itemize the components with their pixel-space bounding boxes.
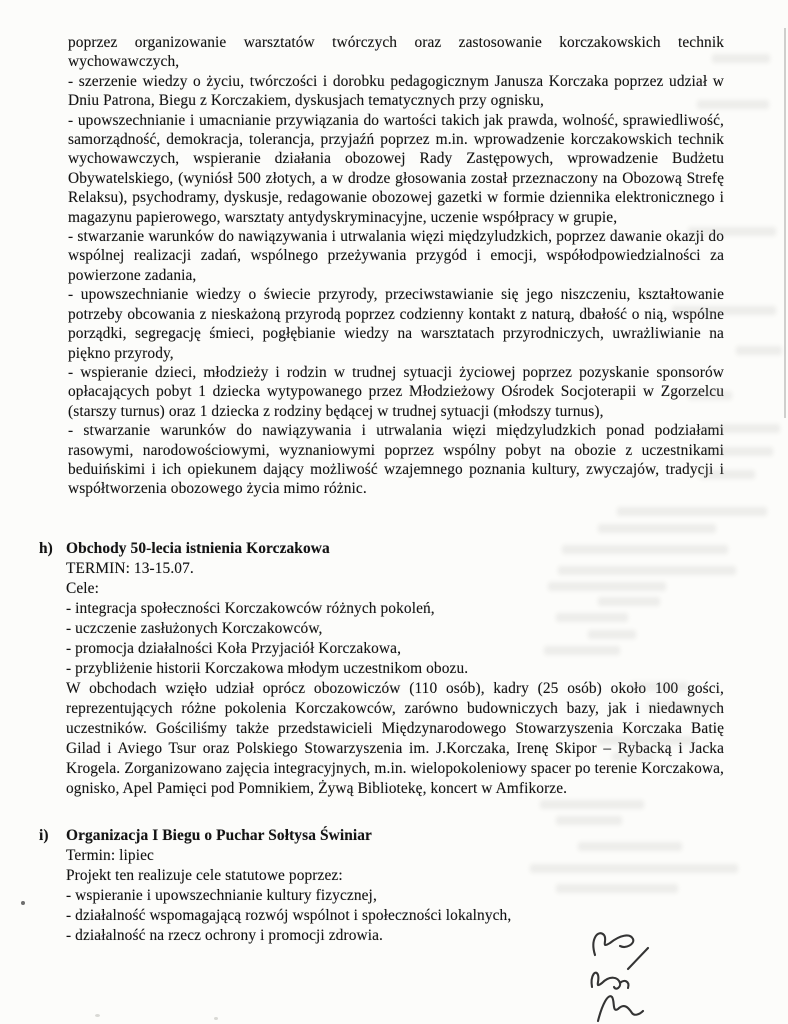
statute-item: - działalność na rzecz ochrony i promocji zdrowia. (66, 927, 383, 944)
bleedthrough-smudge (699, 470, 755, 479)
section-h-label: h) (39, 540, 53, 557)
bleedthrough-smudge (588, 630, 636, 639)
bleedthrough-smudge (578, 842, 682, 851)
section-i-label: i) (39, 827, 49, 844)
bleedthrough-smudge (630, 682, 688, 691)
paragraph: - szerzenie wiedzy o życiu, twórczości i dorobku pedagogicznym Janusza Korczaka poprzez udział w Dniu Patrona, Biegu z Korczakiem, dyskusjach tematycznych przy ognisku, (68, 72, 724, 110)
goal-item: - promocja działalności Koła Przyjaciół Korczakowa, (66, 640, 402, 657)
bleedthrough-smudge (672, 306, 776, 315)
paragraph: - stwarzanie warunków do nawiązywania i utrwalania więzi międzyludzkich, poprzez dawanie okazji do wspólnej realizacji zadań, wspólnego przeżywania przygód i emocji, współodpowiedzialności za powierzone zadania, (68, 228, 724, 284)
section-i-intro: Projekt ten realizuje cele statutowe poprzez: (66, 867, 343, 884)
goal-item: - uczczenie zasłużonych Korczakowców, (66, 620, 323, 637)
bleedthrough-smudge (548, 582, 666, 591)
bleedthrough-smudge (612, 752, 654, 761)
section-i-term: Termin: lipiec (66, 847, 154, 864)
bleedthrough-smudge (556, 613, 628, 622)
section-h-term: TERMIN: 13-15.07. (66, 560, 194, 577)
paragraph: - upowszechnianie wiedzy o świecie przyrody, przeciwstawianie się jego niszczeniu, kształtowanie potrzeby obcowania z nieskażoną przyrodą poprzez codzienny kontakt z naturą, dbałość o nią, wspólne porządki, segregację śmieci, pogłębianie wiedzy na warsztatach przyrodniczych, uwrażliwianie na piękno przyrody, (68, 286, 724, 362)
margin-dot-artifact (21, 901, 25, 905)
bleedthrough-smudge (648, 702, 714, 711)
dust-speck (95, 1014, 100, 1017)
bleedthrough-smudge (617, 507, 767, 516)
goal-item: - przybliżenie historii Korczakowa młodym uczestnikom obozu. (66, 660, 469, 677)
paragraph: - upowszechnianie i umacnianie przywiązania do wartości takich jak prawda, wolność, sprawiedliwość, samorządność, demokracja, tolerancja, przyjaźń poprzez m.in. wprowadzenie korczakowskich technik wychowawczych, wspieranie działania obozowej Rady Zastępowych, wprowadzenie Budżetu Obywatelskiego, (wyniósł 500 złotych, a w drodze głosowania został przeznaczony na Obozową Strefę Relaksu), psychodramy, dyskusje, redagowanie obozowej gazetki w formie dziennika elektronicznego i magazynu papierowego, warsztaty antydyskryminacyjne, uczenie współpracy w grupie, (68, 111, 724, 226)
bleedthrough-smudge (556, 884, 678, 893)
bleedthrough-smudge (712, 54, 770, 63)
section-h-description: W obchodach wzięło udział oprócz obozowiczów (110 osób), kadry (25 osób) około 100 gości, reprezentujących różne pokolenia Korczakowców, zarówno budowniczych bazy, jak i niedawnych uczestników. Gościliśmy także przedstawicieli Międzynarodowego Stowarzyszenia Korczaka Batię Gilad i Aviego Tsur oraz Polskiego Stowarzyszenia im. J.Korczaka, Irenę Skipor – Rybacką i Jacka Krogela. Zorganizowano zajęcia integracyjnych, m.in. wielopokoleniowy spacer po terenie Korczakowa, ognisko, Apel Pamięci pod Pomnikiem, Żywą Bibliotekę, koncert w Amfikorze. (66, 680, 724, 797)
bleedthrough-smudge (705, 447, 773, 456)
bleedthrough-smudge (540, 800, 644, 809)
bleedthrough-smudge (558, 566, 736, 575)
bleedthrough-smudge (544, 646, 620, 655)
bleedthrough-smudge (530, 864, 738, 873)
statute-item: - działalność wspomagającą rozwój wspólnot i społeczności lokalnych, (66, 907, 512, 924)
goal-item: - integracja społeczności Korczakowców różnych pokoleń, (66, 600, 435, 617)
bleedthrough-smudge (562, 545, 728, 554)
paragraph: - wspieranie dzieci, młodzieży i rodzin w trudnej sytuacji życiowej poprzez pozyskanie sponsorów opłacających pobyt 1 dziecka wytypowanego przez Młodzieżowy Ośrodek Socjoterapii w Zgorzelcu (starszy turnus) oraz 1 dziecka z rodziny będącej w trudnej sytuacji (młodszy turnus), (68, 363, 724, 420)
dust-speck (214, 1017, 218, 1020)
bleedthrough-smudge (598, 524, 716, 533)
bleedthrough-smudge (598, 736, 696, 745)
section-h-goals-label: Cele: (66, 580, 99, 597)
handwritten-signature (540, 925, 680, 1024)
section-h-title: Obchody 50-lecia istnienia Korczakowa (66, 540, 330, 557)
section-i-title: Organizacja I Biegu o Puchar Sołtysa Świniar (66, 827, 372, 844)
paragraph: - stwarzanie warunków do nawiązywania i utrwalania więzi międzyludzkich ponad podziałami rasowymi, narodowościowymi, wyznaniowymi poprzez wspólny pobyt na obozie z uczestnikami beduińskimi i ich opiekunem dający możliwość wzajemnego poznania kultury, zwyczajów, tradycji i współtworzenia obozowego życia mimo różnic. (68, 422, 724, 498)
bleedthrough-smudge (700, 424, 780, 433)
scan-edge-line (784, 28, 786, 418)
bleedthrough-smudge (697, 100, 769, 109)
bleedthrough-smudge (688, 227, 776, 236)
intro-paragraph-block (68, 33, 724, 499)
bleedthrough-smudge (556, 816, 622, 825)
statute-item: - wspieranie i upowszechnianie kultury fizycznej, (66, 887, 377, 904)
bleedthrough-smudge (736, 346, 782, 355)
paragraph: poprzez organizowanie warsztatów twórczych oraz zastosowanie korczakowskich technik wychowawczych, (68, 34, 724, 71)
bleedthrough-smudge (598, 597, 660, 606)
bleedthrough-smudge (688, 391, 732, 400)
